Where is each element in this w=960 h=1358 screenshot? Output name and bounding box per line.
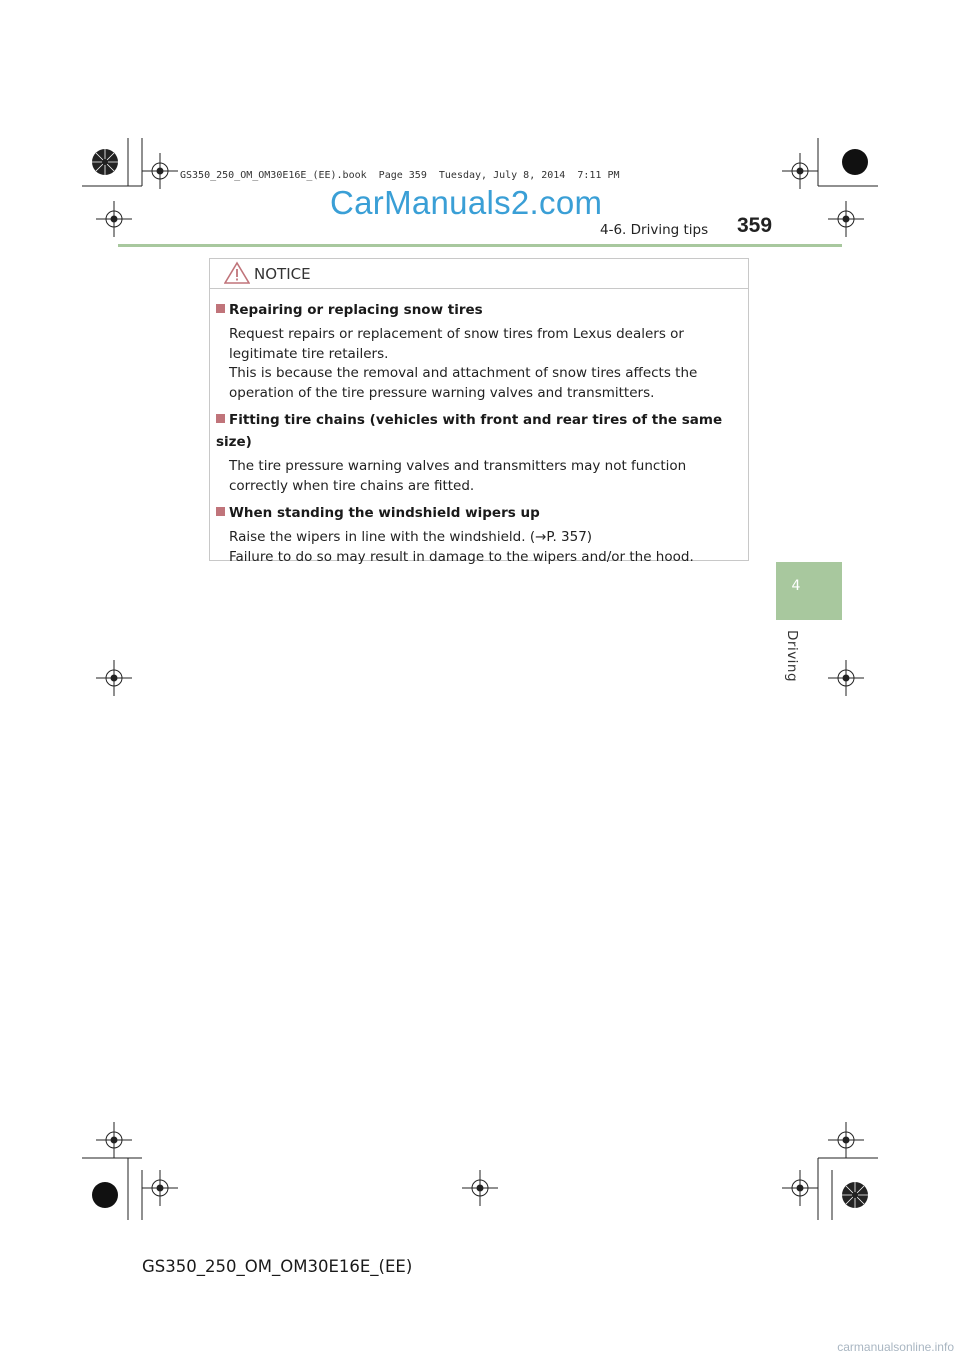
- starburst-mark-icon: [841, 148, 869, 176]
- notice-title: NOTICE: [254, 265, 311, 283]
- registration-mark-icon: [462, 1170, 498, 1206]
- notice-item: [216, 409, 738, 496]
- chapter-number: 4: [791, 578, 801, 594]
- registration-mark-icon: [828, 660, 864, 696]
- registration-mark-icon: [142, 1170, 178, 1206]
- item-text: Request repairs or replacement of snow tires from Lexus dealers or legitimate tire retailers. This is because the removal and attachment of snow tires affects the operation of the tire pressure warning valves and transmitters.: [229, 326, 698, 401]
- registration-mark-icon: [96, 201, 132, 237]
- page-number: 359: [737, 214, 773, 237]
- bullet-square-icon: [216, 507, 225, 516]
- bullet-square-icon: [216, 304, 225, 313]
- registration-mark-icon: [782, 153, 818, 189]
- registration-mark-icon: [96, 1122, 132, 1158]
- warning-triangle-icon: [224, 261, 250, 285]
- registration-mark-icon: [96, 660, 132, 696]
- starburst-mark-icon: [91, 1181, 119, 1209]
- chapter-name: Driving: [784, 630, 800, 683]
- notice-item: [216, 502, 738, 567]
- item-heading: Fitting tire chains (vehicles with front and rear tires of the same size): [216, 412, 723, 450]
- registration-mark-icon: [782, 1170, 818, 1206]
- registration-mark-icon: [828, 201, 864, 237]
- notice-box: [209, 258, 749, 565]
- header-rule: [118, 244, 842, 247]
- notice-body: [210, 299, 748, 573]
- registration-mark-icon: [828, 1122, 864, 1158]
- starburst-mark-icon: [91, 148, 119, 176]
- bullet-square-icon: [216, 414, 225, 423]
- item-heading: Repairing or replacing snow tires: [229, 302, 483, 318]
- footer-watermark[interactable]: carmanualsonline.info: [837, 1340, 954, 1354]
- section-title: 4-6. Driving tips: [600, 222, 709, 238]
- item-text: The tire pressure warning valves and transmitters may not function correctly when tire chains are fitted.: [229, 458, 687, 494]
- document-code: GS350_250_OM_OM30E16E_(EE): [142, 1257, 413, 1276]
- notice-item: [216, 299, 738, 403]
- item-heading: When standing the windshield wipers up: [229, 505, 540, 521]
- item-text: Raise the wipers in line with the windshield. (→P. 357) Failure to do so may result in damage to the wipers and/or the hood.: [229, 529, 694, 565]
- notice-header: [210, 259, 748, 289]
- registration-mark-icon: [142, 153, 178, 189]
- starburst-mark-icon: [841, 1181, 869, 1209]
- book-info: GS350_250_OM_OM30E16E_(EE).book Page 359 Tuesday, July 8, 2014 7:11 PM: [180, 170, 620, 181]
- watermark-logo[interactable]: CarManuals2.com: [330, 184, 603, 221]
